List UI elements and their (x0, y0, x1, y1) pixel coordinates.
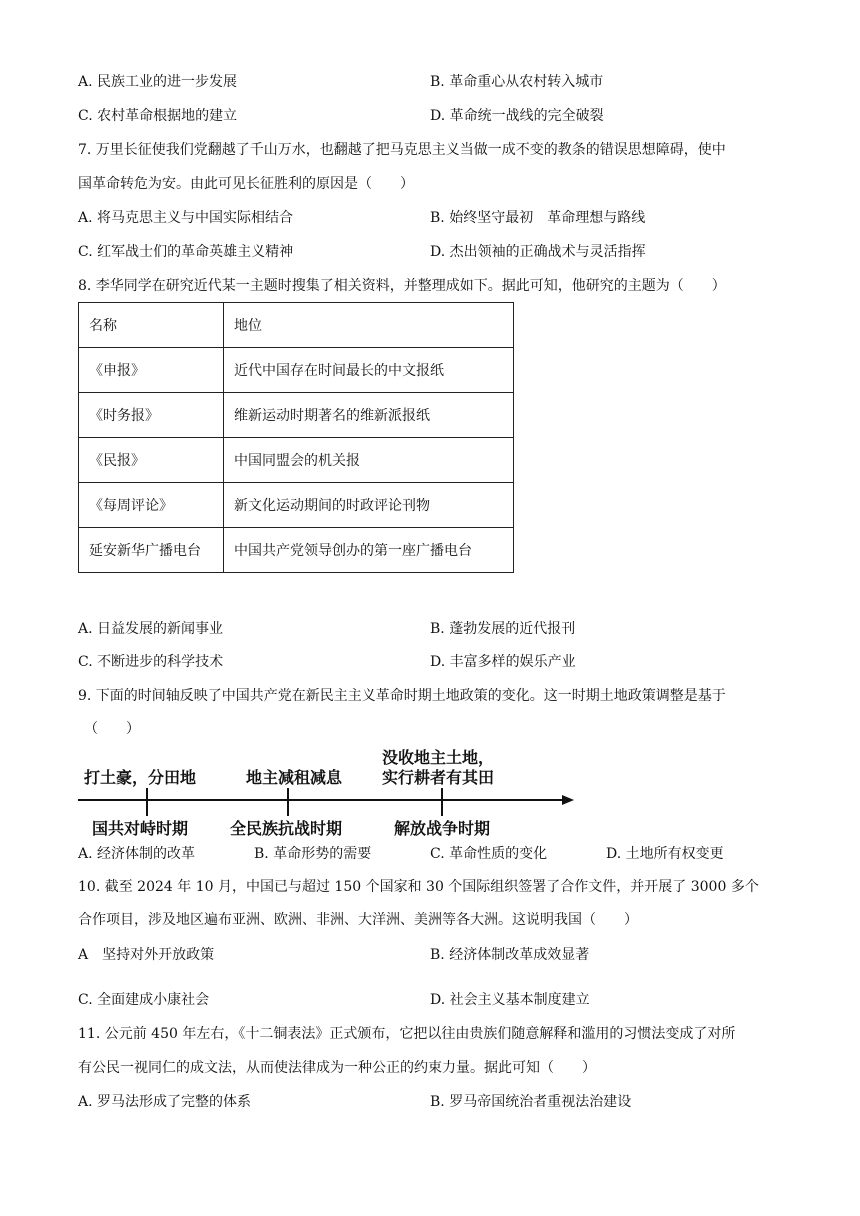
table-cell: 《民报》 (79, 438, 224, 483)
timeline-period-2: 全民族抗战时期 (230, 819, 343, 838)
q7-stem-line-1: 7. 万里长征使我们党翻越了千山万水，也翻越了把马克思主义当做一成不变的教条的错误思想障碍，使中 (78, 142, 726, 158)
q7-stem-line-2: 国革命转危为安。由此可见长征胜利的原因是（ ） (78, 176, 414, 192)
table-header-row (79, 303, 514, 348)
table-row (79, 348, 514, 393)
q9-option-c[interactable]: C. 革命性质的变化 (430, 846, 548, 862)
table-cell: 中国共产党领导创办的第一座广播电台 (224, 528, 514, 573)
q8-option-c[interactable]: C. 不断进步的科学技术 (78, 654, 224, 670)
table-cell: 《申报》 (79, 348, 224, 393)
timeline-policy-1: 打土豪，分田地 (84, 768, 197, 787)
q9-stem-line-2: （ ） (84, 721, 140, 737)
timeline-policy-2: 地主减租减息 (246, 768, 343, 787)
table-header-status: 地位 (224, 303, 514, 348)
table-cell: 《每周评论》 (79, 483, 224, 528)
q7-option-a[interactable]: A. 将马克思主义与中国实际相结合 (78, 210, 294, 226)
q10-option-c[interactable]: C. 全面建成小康社会 (78, 992, 210, 1008)
q9-option-d[interactable]: D. 土地所有权变更 (606, 846, 724, 862)
q10-option-a[interactable]: A 坚持对外开放政策 (78, 947, 215, 963)
q8-option-b[interactable]: B. 蓬勃发展的近代报刊 (430, 621, 576, 637)
q10-option-b[interactable]: B. 经济体制改革成效显著 (430, 947, 590, 963)
q6-option-b[interactable]: B. 革命重心从农村转入城市 (430, 74, 604, 90)
q9-option-b[interactable]: B. 革命形势的需要 (254, 846, 372, 862)
q10-stem-line-1: 10. 截至 2024 年 10 月，中国已与超过 150 个国家和 30 个国际组织签署了合作文件，并开展了 3000 多个 (78, 879, 759, 895)
q7-option-d[interactable]: D. 杰出领袖的正确战术与灵活指挥 (430, 244, 646, 260)
q7-option-c[interactable]: C. 红军战士们的革命英雄主义精神 (78, 244, 294, 260)
table-header-name: 名称 (79, 303, 224, 348)
timeline-arrow (562, 795, 574, 805)
table-cell: 维新运动时期著名的维新派报纸 (224, 393, 514, 438)
timeline-policy-3b: 实行耕者有其田 (382, 768, 495, 787)
table-cell: 新文化运动期间的时政评论刊物 (224, 483, 514, 528)
timeline-period-1: 国共对峙时期 (92, 819, 189, 838)
table-cell: 中国同盟会的机关报 (224, 438, 514, 483)
table-cell: 近代中国存在时间最长的中文报纸 (224, 348, 514, 393)
q7-option-b[interactable]: B. 始终坚守最初 革命理想与路线 (430, 210, 646, 226)
timeline-policy-3a: 没收地主土地， (382, 748, 495, 767)
q11-option-a[interactable]: A. 罗马法形成了完整的体系 (78, 1094, 252, 1110)
land-policy-timeline (76, 748, 596, 840)
newspaper-table (78, 302, 514, 573)
q9-option-a[interactable]: A. 经济体制的改革 (78, 846, 196, 862)
q10-option-d[interactable]: D. 社会主义基本制度建立 (430, 992, 590, 1008)
q6-option-d[interactable]: D. 革命统一战线的完全破裂 (430, 108, 604, 124)
timeline-period-3: 解放战争时期 (394, 819, 491, 838)
q8-option-d[interactable]: D. 丰富多样的娱乐产业 (430, 654, 576, 670)
q11-stem-line-2: 有公民一视同仁的成文法，从而使法律成为一种公正的约束力量。据此可知（ ） (78, 1060, 596, 1076)
q6-option-c[interactable]: C. 农村革命根据地的建立 (78, 108, 238, 124)
table-row (79, 438, 514, 483)
table-cell: 延安新华广播电台 (79, 528, 224, 573)
table-row (79, 528, 514, 573)
q8-stem: 8. 李华同学在研究近代某一主题时搜集了相关资料，并整理成如下。据此可知，他研究的主题为（ ） (78, 278, 726, 294)
table-row (79, 483, 514, 528)
table-cell: 《时务报》 (79, 393, 224, 438)
q11-stem-line-1: 11. 公元前 450 年左右，《十二铜表法》正式颁布，它把以往由贵族们随意解释和滥用的习惯法变成了对所 (78, 1026, 736, 1042)
table-row (79, 393, 514, 438)
q8-option-a[interactable]: A. 日益发展的新闻事业 (78, 621, 224, 637)
q11-option-b[interactable]: B. 罗马帝国统治者重视法治建设 (430, 1094, 632, 1110)
q10-stem-line-2: 合作项目，涉及地区遍布亚洲、欧洲、非洲、大洋洲、美洲等各大洲。这说明我国（ ） (78, 912, 638, 928)
q6-option-a[interactable]: A. 民族工业的进一步发展 (78, 74, 238, 90)
q9-stem-line-1: 9. 下面的时间轴反映了中国共产党在新民主主义革命时期土地政策的变化。这一时期土地政策调整是基于 (78, 688, 726, 704)
